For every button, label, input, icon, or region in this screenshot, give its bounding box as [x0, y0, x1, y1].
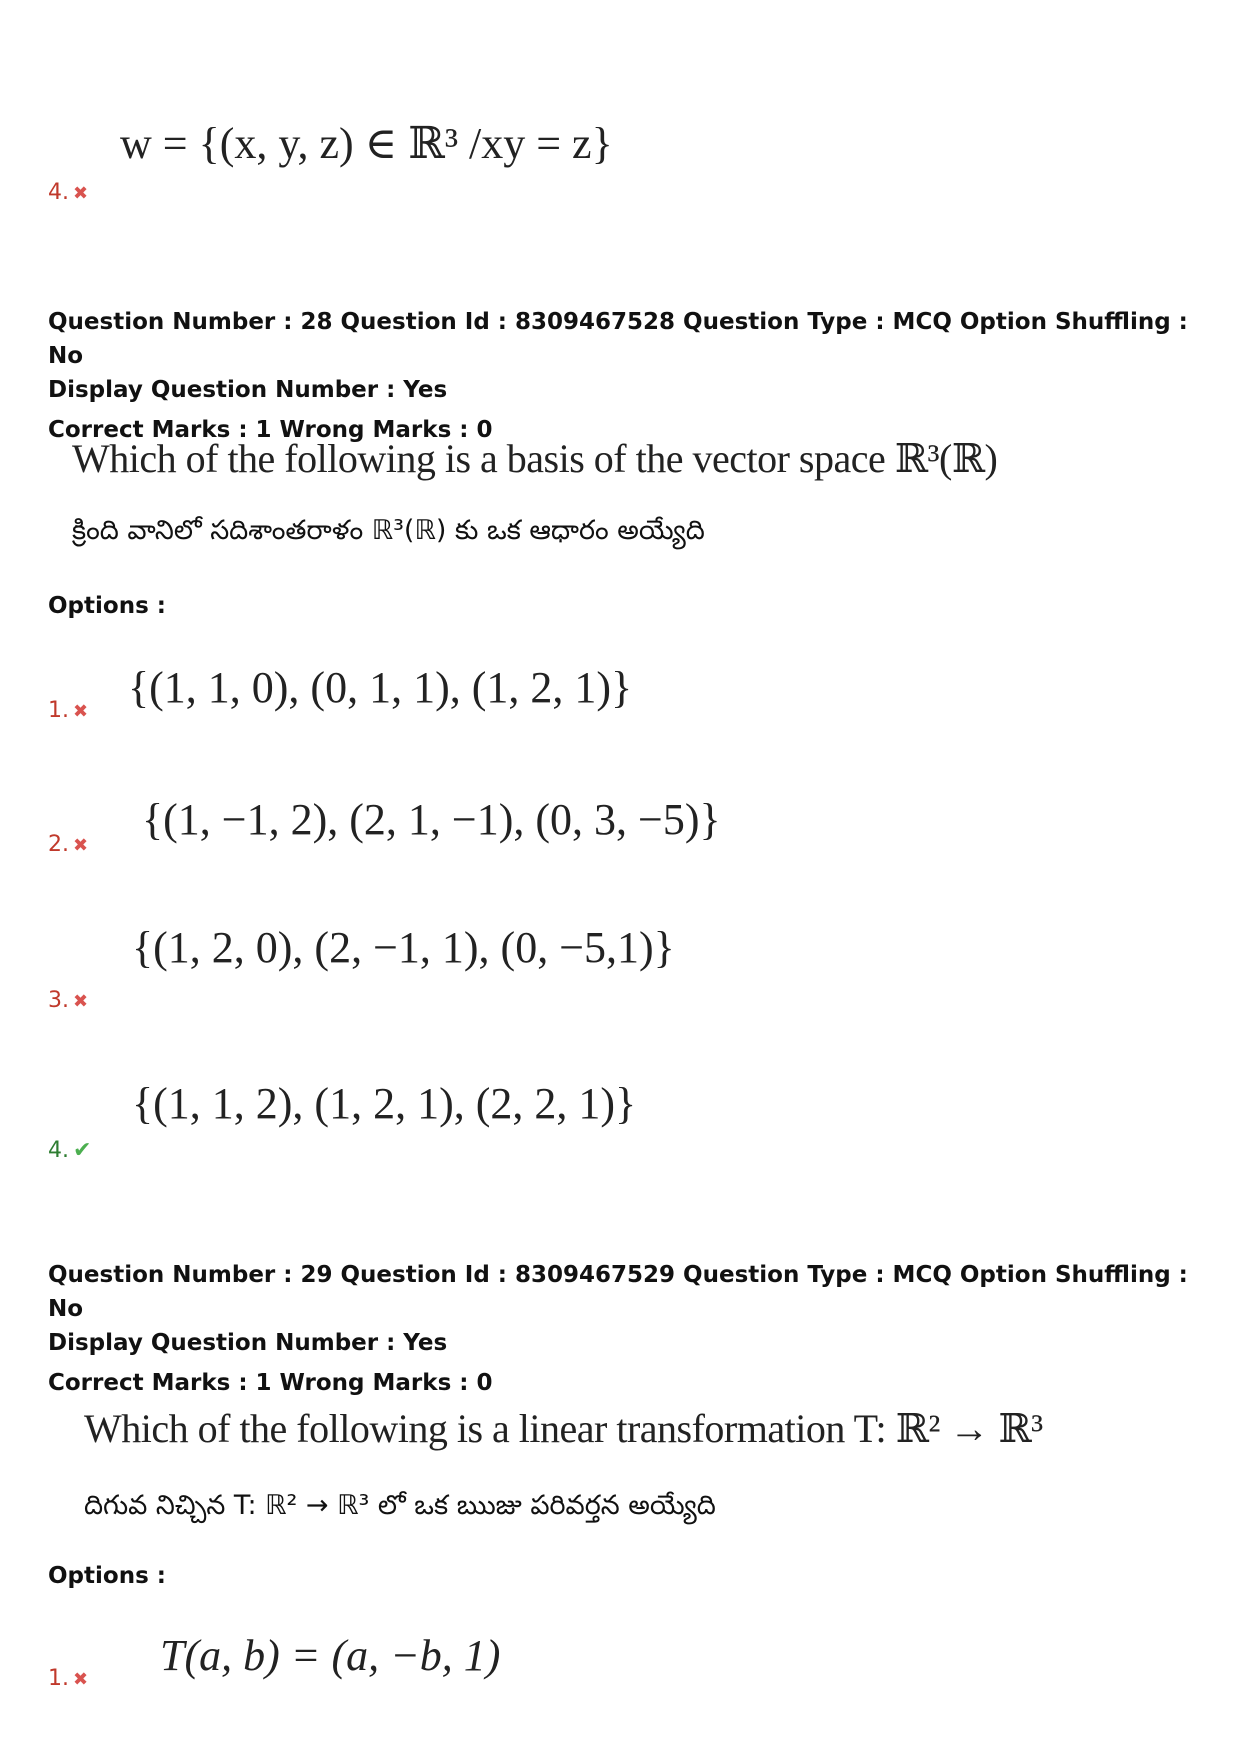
option-2-label	[48, 832, 88, 857]
question-29-stem-english: Which of the following is a linear transformation T: ℝ² → ℝ³	[84, 1406, 1043, 1451]
question-meta-line: Question Number : 28 Question Id : 8309467528 Question Type : MCQ Option Shuffling : No	[48, 309, 1188, 369]
option-1-label	[48, 698, 88, 723]
option-4-content: {(1, 1, 2), (1, 2, 1), (2, 2, 1)}	[132, 1079, 637, 1128]
wrong-icon: ✖	[73, 1669, 89, 1690]
display-question-number: Display Question Number : Yes	[48, 377, 448, 403]
question-28-stem-telugu: క్రింది వానిలో సదిశాంతరాళం ℝ³(ℝ) కు ఒక ఆధారం అయ్యేది	[72, 515, 705, 546]
option-number: 1.	[48, 698, 69, 723]
option-4-label	[48, 1138, 91, 1163]
option-number: 2.	[48, 832, 69, 857]
wrong-icon: ✖	[73, 701, 89, 722]
question-29-stem-telugu: దిగువ నిచ్చిన T: ℝ² → ℝ³ లో ఒక ఋజు పరివర్తన అయ్యేది	[84, 1490, 716, 1521]
prev-option-4-label	[48, 180, 88, 205]
check-icon: ✔	[73, 1138, 92, 1163]
option-number: 4.	[48, 1138, 69, 1163]
display-question-number: Display Question Number : Yes	[48, 1330, 448, 1356]
option-2-content: {(1, −1, 2), (2, 1, −1), (0, 3, −5)}	[142, 795, 721, 844]
option-3-content: {(1, 2, 0), (2, −1, 1), (0, −5,1)}	[132, 923, 675, 972]
option-1-label	[48, 1666, 88, 1691]
question-meta-line: Question Number : 29 Question Id : 8309467529 Question Type : MCQ Option Shuffling : No	[48, 1262, 1188, 1322]
option-number: 1.	[48, 1666, 69, 1691]
options-label: Options :	[48, 593, 166, 619]
wrong-icon: ✖	[73, 183, 89, 204]
option-3-label	[48, 988, 88, 1013]
marks-line: Correct Marks : 1 Wrong Marks : 0	[48, 1370, 493, 1396]
wrong-icon: ✖	[73, 835, 89, 856]
prev-option-4-content: w = {(x, y, z) ∈ ℝ³ /xy = z}	[120, 119, 613, 168]
option-number: 4.	[48, 180, 69, 205]
option-1-content: T(a, b) = (a, −b, 1)	[160, 1631, 501, 1680]
options-label: Options :	[48, 1563, 166, 1589]
option-number: 3.	[48, 988, 69, 1013]
question-29-meta	[48, 1258, 1208, 1400]
marks-line: Correct Marks : 1 Wrong Marks : 0	[48, 417, 493, 443]
option-1-content: {(1, 1, 0), (0, 1, 1), (1, 2, 1)}	[128, 663, 633, 712]
wrong-icon: ✖	[73, 991, 89, 1012]
question-28-meta	[48, 305, 1208, 447]
question-28-stem-english: Which of the following is a basis of the vector space ℝ³(ℝ)	[72, 436, 998, 481]
